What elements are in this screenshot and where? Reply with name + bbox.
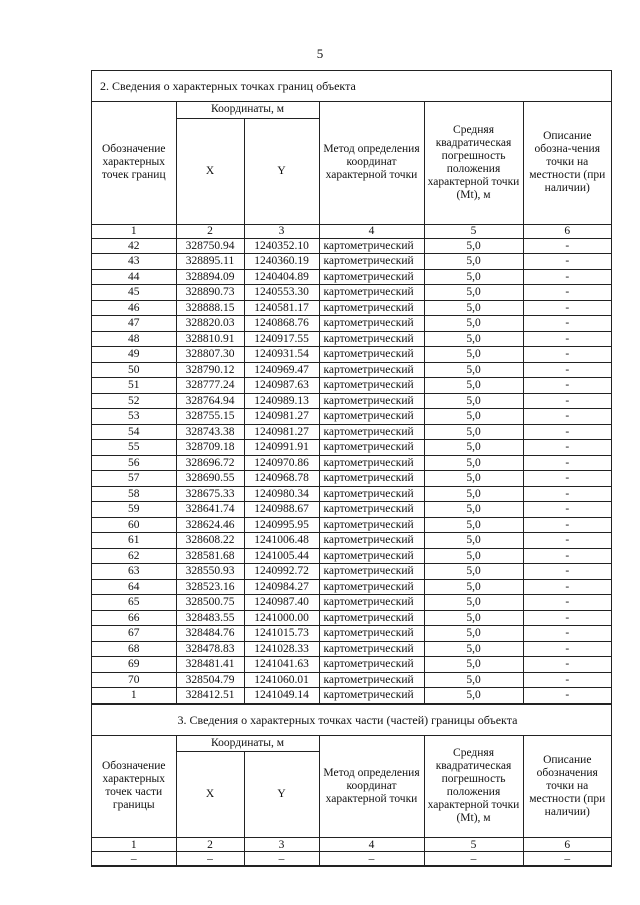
header-point: Обозначение характерных точек части границы xyxy=(92,736,176,838)
y-coordinate-cell: 1240404.89 xyxy=(244,269,319,285)
description-cell: - xyxy=(523,440,611,456)
y-coordinate-cell: 1240987.40 xyxy=(244,595,319,611)
table-row xyxy=(92,688,611,704)
y-coordinate-cell: 1241028.33 xyxy=(244,641,319,657)
x-coordinate-cell: 328624.46 xyxy=(176,517,244,533)
description-cell: - xyxy=(523,641,611,657)
y-coordinate-cell: 1240989.13 xyxy=(244,393,319,409)
description-cell: - xyxy=(523,269,611,285)
description-cell: - xyxy=(523,347,611,363)
x-coordinate-cell: 328641.74 xyxy=(176,502,244,518)
point-number-cell: 61 xyxy=(92,533,176,549)
description-cell: - xyxy=(523,362,611,378)
y-coordinate-cell: 1240968.78 xyxy=(244,471,319,487)
point-number-cell: 59 xyxy=(92,502,176,518)
table-row xyxy=(92,362,611,378)
point-number-cell: 68 xyxy=(92,641,176,657)
error-cell: 5,0 xyxy=(424,672,523,688)
point-number-cell: 44 xyxy=(92,269,176,285)
table-row xyxy=(92,393,611,409)
table-row xyxy=(92,331,611,347)
point-number-cell: 1 xyxy=(92,688,176,704)
col-number: 5 xyxy=(424,224,523,238)
method-cell: картометрический xyxy=(319,300,424,316)
y-coordinate-cell: 1241005.44 xyxy=(244,548,319,564)
x-coordinate-cell: 328500.75 xyxy=(176,595,244,611)
error-cell: 5,0 xyxy=(424,595,523,611)
x-coordinate-cell: 328581.68 xyxy=(176,548,244,564)
y-coordinate-cell: 1241015.73 xyxy=(244,626,319,642)
method-cell: картометрический xyxy=(319,331,424,347)
point-number-cell: 51 xyxy=(92,378,176,394)
method-cell: картометрический xyxy=(319,285,424,301)
col-number: 1 xyxy=(92,224,176,238)
x-coordinate-cell: 328504.79 xyxy=(176,672,244,688)
point-number-cell: 60 xyxy=(92,517,176,533)
table-row xyxy=(92,347,611,363)
x-coordinate-cell: 328764.94 xyxy=(176,393,244,409)
description-cell: - xyxy=(523,626,611,642)
table-row xyxy=(92,285,611,301)
table-row xyxy=(92,595,611,611)
error-cell: 5,0 xyxy=(424,455,523,471)
method-cell: картометрический xyxy=(319,579,424,595)
description-cell: - xyxy=(523,517,611,533)
table-row xyxy=(92,440,611,456)
point-number-cell: 47 xyxy=(92,316,176,332)
empty-row xyxy=(92,852,611,866)
col-number: 6 xyxy=(523,838,611,852)
error-cell: 5,0 xyxy=(424,347,523,363)
method-cell: картометрический xyxy=(319,688,424,704)
method-cell: картометрический xyxy=(319,595,424,611)
y-coordinate-cell: 1240868.76 xyxy=(244,316,319,332)
table-row xyxy=(92,254,611,270)
description-cell: - xyxy=(523,486,611,502)
description-cell: - xyxy=(523,331,611,347)
col-number: 5 xyxy=(424,838,523,852)
x-coordinate-cell: 328888.15 xyxy=(176,300,244,316)
section2-table xyxy=(92,102,611,704)
point-number-cell: 53 xyxy=(92,409,176,425)
method-cell: картометрический xyxy=(319,564,424,580)
table-row xyxy=(92,517,611,533)
y-coordinate-cell: 1241060.01 xyxy=(244,672,319,688)
empty-cell: – xyxy=(424,852,523,866)
method-cell: картометрический xyxy=(319,254,424,270)
description-cell: - xyxy=(523,424,611,440)
col-number: 3 xyxy=(244,838,319,852)
description-cell: - xyxy=(523,300,611,316)
description-cell: - xyxy=(523,409,611,425)
method-cell: картометрический xyxy=(319,486,424,502)
table-row xyxy=(92,455,611,471)
method-cell: картометрический xyxy=(319,409,424,425)
description-cell: - xyxy=(523,564,611,580)
x-coordinate-cell: 328550.93 xyxy=(176,564,244,580)
header-point: Обозначение характерных точек границ xyxy=(92,102,176,224)
section3-table xyxy=(92,736,611,867)
point-number-cell: 45 xyxy=(92,285,176,301)
table-row xyxy=(92,657,611,673)
error-cell: 5,0 xyxy=(424,610,523,626)
col-number: 3 xyxy=(244,224,319,238)
column-numbers-row xyxy=(92,838,611,852)
error-cell: 5,0 xyxy=(424,486,523,502)
error-cell: 5,0 xyxy=(424,517,523,533)
point-number-cell: 63 xyxy=(92,564,176,580)
error-cell: 5,0 xyxy=(424,393,523,409)
empty-cell: – xyxy=(92,852,176,866)
x-coordinate-cell: 328810.91 xyxy=(176,331,244,347)
description-cell: - xyxy=(523,595,611,611)
description-cell: - xyxy=(523,548,611,564)
header-error: Средняя квадратическая погрешность положения характерной точки (Mt), м xyxy=(424,102,523,224)
x-coordinate-cell: 328820.03 xyxy=(176,316,244,332)
error-cell: 5,0 xyxy=(424,254,523,270)
point-number-cell: 64 xyxy=(92,579,176,595)
method-cell: картометрический xyxy=(319,657,424,673)
error-cell: 5,0 xyxy=(424,285,523,301)
method-cell: картометрический xyxy=(319,440,424,456)
point-number-cell: 50 xyxy=(92,362,176,378)
method-cell: картометрический xyxy=(319,626,424,642)
y-coordinate-cell: 1240981.27 xyxy=(244,424,319,440)
error-cell: 5,0 xyxy=(424,641,523,657)
y-coordinate-cell: 1241000.00 xyxy=(244,610,319,626)
method-cell: картометрический xyxy=(319,347,424,363)
x-coordinate-cell: 328743.38 xyxy=(176,424,244,440)
description-cell: - xyxy=(523,238,611,254)
error-cell: 5,0 xyxy=(424,300,523,316)
error-cell: 5,0 xyxy=(424,688,523,704)
error-cell: 5,0 xyxy=(424,378,523,394)
x-coordinate-cell: 328755.15 xyxy=(176,409,244,425)
table-row xyxy=(92,378,611,394)
empty-cell: – xyxy=(244,852,319,866)
x-coordinate-cell: 328690.55 xyxy=(176,471,244,487)
section3-title: 3. Сведения о характерных точках части (частей) границы объекта xyxy=(92,704,611,736)
y-coordinate-cell: 1240931.54 xyxy=(244,347,319,363)
table-row xyxy=(92,300,611,316)
error-cell: 5,0 xyxy=(424,409,523,425)
method-cell: картометрический xyxy=(319,269,424,285)
y-coordinate-cell: 1241041.63 xyxy=(244,657,319,673)
error-cell: 5,0 xyxy=(424,657,523,673)
point-number-cell: 43 xyxy=(92,254,176,270)
method-cell: картометрический xyxy=(319,362,424,378)
description-cell: - xyxy=(523,610,611,626)
x-coordinate-cell: 328750.94 xyxy=(176,238,244,254)
header-method: Метод определения координат характерной точки xyxy=(319,102,424,224)
y-coordinate-cell: 1240970.86 xyxy=(244,455,319,471)
header-coordinates: Координаты, м xyxy=(176,102,319,118)
y-coordinate-cell: 1240917.55 xyxy=(244,331,319,347)
error-cell: 5,0 xyxy=(424,626,523,642)
point-number-cell: 54 xyxy=(92,424,176,440)
table-row xyxy=(92,610,611,626)
error-cell: 5,0 xyxy=(424,440,523,456)
x-coordinate-cell: 328484.76 xyxy=(176,626,244,642)
description-cell: - xyxy=(523,254,611,270)
point-number-cell: 62 xyxy=(92,548,176,564)
error-cell: 5,0 xyxy=(424,579,523,595)
header-description: Описание обозна-чения точки на местности (при наличии) xyxy=(523,102,611,224)
point-number-cell: 69 xyxy=(92,657,176,673)
x-coordinate-cell: 328890.73 xyxy=(176,285,244,301)
x-coordinate-cell: 328478.83 xyxy=(176,641,244,657)
method-cell: картометрический xyxy=(319,548,424,564)
point-number-cell: 46 xyxy=(92,300,176,316)
table-row xyxy=(92,641,611,657)
table-row xyxy=(92,533,611,549)
description-cell: - xyxy=(523,657,611,673)
x-coordinate-cell: 328483.55 xyxy=(176,610,244,626)
error-cell: 5,0 xyxy=(424,533,523,549)
col-number: 4 xyxy=(319,224,424,238)
x-coordinate-cell: 328608.22 xyxy=(176,533,244,549)
point-number-cell: 48 xyxy=(92,331,176,347)
point-number-cell: 56 xyxy=(92,455,176,471)
empty-cell: – xyxy=(523,852,611,866)
y-coordinate-cell: 1240360.19 xyxy=(244,254,319,270)
point-number-cell: 66 xyxy=(92,610,176,626)
table-row xyxy=(92,548,611,564)
description-cell: - xyxy=(523,316,611,332)
header-description: Описание обозначения точки на местности (при наличии) xyxy=(523,736,611,838)
empty-cell: – xyxy=(319,852,424,866)
method-cell: картометрический xyxy=(319,455,424,471)
y-coordinate-cell: 1240984.27 xyxy=(244,579,319,595)
header-coordinates: Координаты, м xyxy=(176,736,319,752)
table-row xyxy=(92,626,611,642)
method-cell: картометрический xyxy=(319,424,424,440)
method-cell: картометрический xyxy=(319,393,424,409)
col-number: 2 xyxy=(176,838,244,852)
col-number: 6 xyxy=(523,224,611,238)
point-number-cell: 67 xyxy=(92,626,176,642)
section2-title: 2. Сведения о характерных точках границ объекта xyxy=(92,71,611,102)
point-number-cell: 57 xyxy=(92,471,176,487)
col-number: 2 xyxy=(176,224,244,238)
header-x: X xyxy=(176,752,244,838)
x-coordinate-cell: 328481.41 xyxy=(176,657,244,673)
method-cell: картометрический xyxy=(319,502,424,518)
description-cell: - xyxy=(523,533,611,549)
section2-body xyxy=(92,238,611,703)
col-number: 4 xyxy=(319,838,424,852)
table-row xyxy=(92,424,611,440)
header-error: Средняя квадратическая погрешность положения характерной точки (Mt), м xyxy=(424,736,523,838)
x-coordinate-cell: 328895.11 xyxy=(176,254,244,270)
x-coordinate-cell: 328675.33 xyxy=(176,486,244,502)
description-cell: - xyxy=(523,378,611,394)
table-row xyxy=(92,502,611,518)
x-coordinate-cell: 328777.24 xyxy=(176,378,244,394)
error-cell: 5,0 xyxy=(424,331,523,347)
method-cell: картометрический xyxy=(319,641,424,657)
table-row xyxy=(92,672,611,688)
empty-cell: – xyxy=(176,852,244,866)
description-cell: - xyxy=(523,455,611,471)
error-cell: 5,0 xyxy=(424,548,523,564)
table-row xyxy=(92,269,611,285)
y-coordinate-cell: 1240980.34 xyxy=(244,486,319,502)
error-cell: 5,0 xyxy=(424,502,523,518)
error-cell: 5,0 xyxy=(424,316,523,332)
header-y: Y xyxy=(244,118,319,224)
header-method: Метод определения координат характерной точки xyxy=(319,736,424,838)
error-cell: 5,0 xyxy=(424,238,523,254)
x-coordinate-cell: 328790.12 xyxy=(176,362,244,378)
method-cell: картометрический xyxy=(319,238,424,254)
x-coordinate-cell: 328412.51 xyxy=(176,688,244,704)
table-row xyxy=(92,564,611,580)
error-cell: 5,0 xyxy=(424,471,523,487)
description-cell: - xyxy=(523,285,611,301)
method-cell: картометрический xyxy=(319,471,424,487)
table-row xyxy=(92,409,611,425)
point-number-cell: 52 xyxy=(92,393,176,409)
description-cell: - xyxy=(523,502,611,518)
x-coordinate-cell: 328709.18 xyxy=(176,440,244,456)
method-cell: картометрический xyxy=(319,533,424,549)
y-coordinate-cell: 1241006.48 xyxy=(244,533,319,549)
y-coordinate-cell: 1240981.27 xyxy=(244,409,319,425)
y-coordinate-cell: 1240988.67 xyxy=(244,502,319,518)
x-coordinate-cell: 328807.30 xyxy=(176,347,244,363)
column-numbers-row xyxy=(92,224,611,238)
description-cell: - xyxy=(523,579,611,595)
y-coordinate-cell: 1240995.95 xyxy=(244,517,319,533)
x-coordinate-cell: 328894.09 xyxy=(176,269,244,285)
header-x: X xyxy=(176,118,244,224)
method-cell: картометрический xyxy=(319,672,424,688)
point-number-cell: 42 xyxy=(92,238,176,254)
y-coordinate-cell: 1240581.17 xyxy=(244,300,319,316)
y-coordinate-cell: 1240992.72 xyxy=(244,564,319,580)
page-number: 5 xyxy=(316,46,324,61)
x-coordinate-cell: 328696.72 xyxy=(176,455,244,471)
error-cell: 5,0 xyxy=(424,362,523,378)
method-cell: картометрический xyxy=(319,316,424,332)
point-number-cell: 58 xyxy=(92,486,176,502)
y-coordinate-cell: 1240987.63 xyxy=(244,378,319,394)
table-row xyxy=(92,238,611,254)
y-coordinate-cell: 1240969.47 xyxy=(244,362,319,378)
error-cell: 5,0 xyxy=(424,269,523,285)
error-cell: 5,0 xyxy=(424,564,523,580)
point-number-cell: 49 xyxy=(92,347,176,363)
description-cell: - xyxy=(523,393,611,409)
table-row xyxy=(92,471,611,487)
description-cell: - xyxy=(523,672,611,688)
y-coordinate-cell: 1241049.14 xyxy=(244,688,319,704)
y-coordinate-cell: 1240553.30 xyxy=(244,285,319,301)
table-row xyxy=(92,486,611,502)
description-cell: - xyxy=(523,688,611,704)
method-cell: картометрический xyxy=(319,610,424,626)
point-number-cell: 70 xyxy=(92,672,176,688)
method-cell: картометрический xyxy=(319,517,424,533)
y-coordinate-cell: 1240352.10 xyxy=(244,238,319,254)
header-y: Y xyxy=(244,752,319,838)
description-cell: - xyxy=(523,471,611,487)
error-cell: 5,0 xyxy=(424,424,523,440)
point-number-cell: 55 xyxy=(92,440,176,456)
x-coordinate-cell: 328523.16 xyxy=(176,579,244,595)
table-row xyxy=(92,316,611,332)
document-frame xyxy=(91,70,612,867)
method-cell: картометрический xyxy=(319,378,424,394)
point-number-cell: 65 xyxy=(92,595,176,611)
col-number: 1 xyxy=(92,838,176,852)
table-row xyxy=(92,579,611,595)
y-coordinate-cell: 1240991.91 xyxy=(244,440,319,456)
